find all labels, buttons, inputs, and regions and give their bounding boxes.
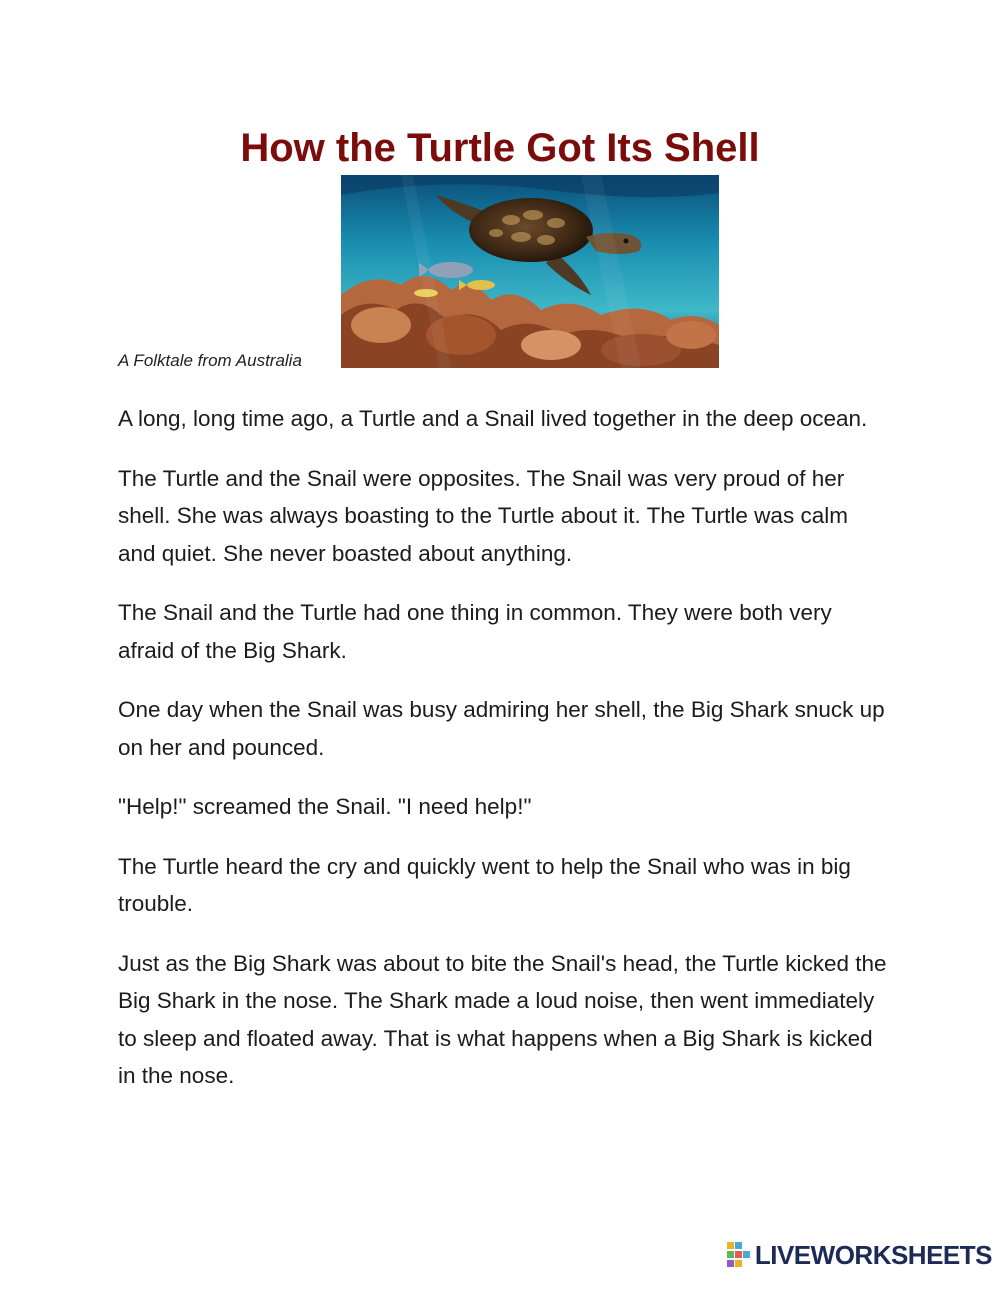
paragraph: The Turtle and the Snail were opposites. The Snail was very proud of her shell. She was always boasting to the Turtle about it. The Turtle was calm and quiet. She never boasted about anything. <box>118 465 848 566</box>
paragraph: "Help!" screamed the Snail. "I need help!" <box>118 794 532 819</box>
page-title: How the Turtle Got Its Shell <box>240 126 760 170</box>
subtitle: A Folktale from Australia <box>118 351 302 370</box>
paragraph: One day when the Snail was busy admiring her shell, the Big Shark snuck up on her and pounced. <box>118 697 885 760</box>
liveworksheets-logo-icon <box>727 1242 751 1268</box>
liveworksheets-logo <box>727 1239 992 1271</box>
story-body <box>118 400 888 1117</box>
brand-name: LIVEWORKSHEETS <box>754 1240 992 1270</box>
paragraph: The Turtle heard the cry and quickly went to help the Snail who was in big trouble. <box>118 853 851 916</box>
paragraph: The Snail and the Turtle had one thing in common. They were both very afraid of the Big Shark. <box>118 600 832 663</box>
turtle-photo <box>341 175 719 368</box>
paragraph: A long, long time ago, a Turtle and a Snail lived together in the deep ocean. <box>118 406 868 431</box>
paragraph: Just as the Big Shark was about to bite the Snail's head, the Turtle kicked the Big Shark in the nose. The Shark made a loud noise, then went immediately to sleep and floated away. That is what happens when a Big Shark is kicked in the nose. <box>118 950 887 1088</box>
